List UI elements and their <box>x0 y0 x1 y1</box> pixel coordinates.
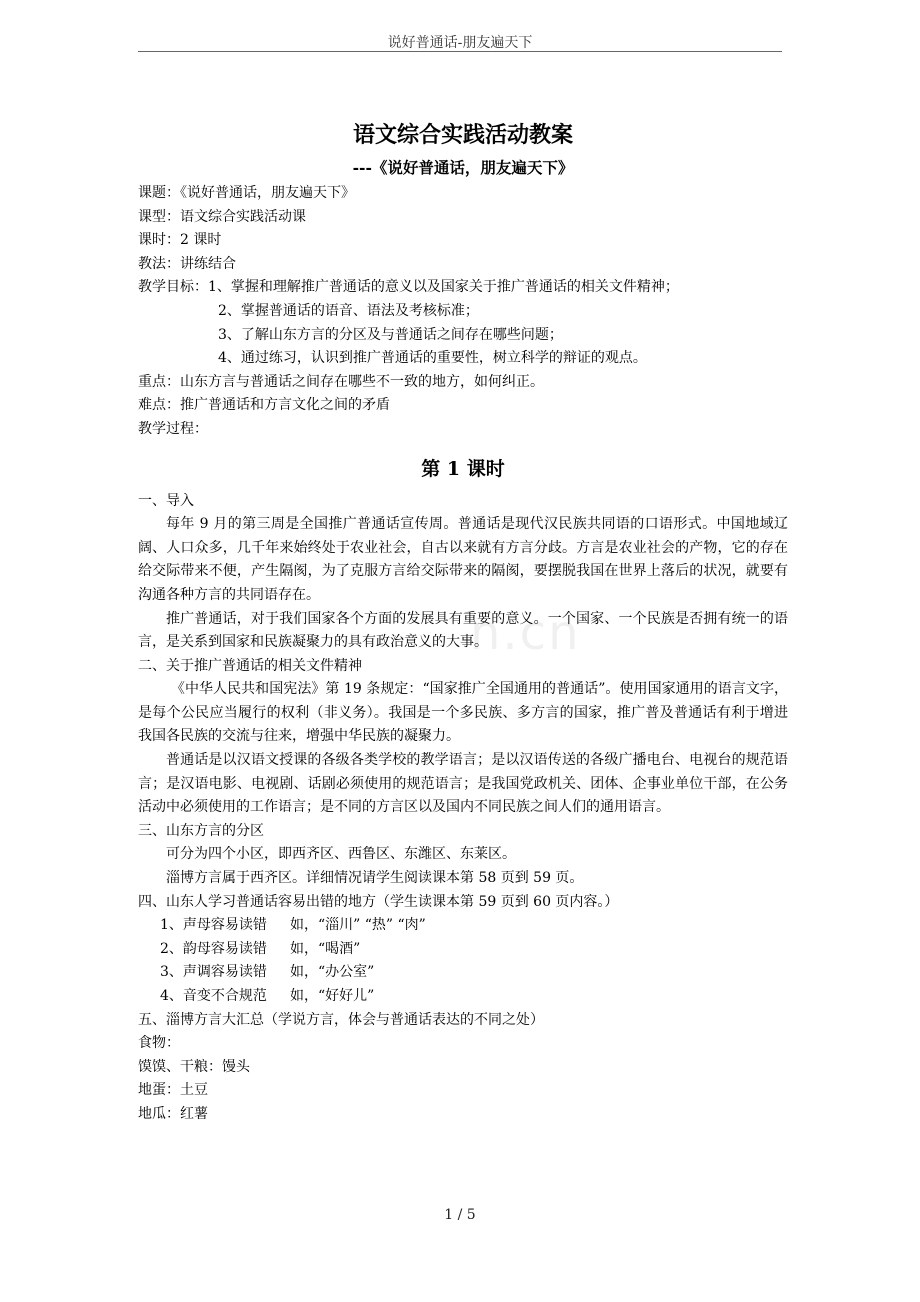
meta-hours: 课时：2 课时 <box>138 232 222 249</box>
goal-4: 4、通过练习，认识到推广普通话的重要性，树立科学的辩证的观点。 <box>218 350 647 367</box>
error-item <box>138 985 788 1009</box>
error-item-label: 2、韵母容易读错 <box>160 940 267 957</box>
error-item-label: 3、声调容易读错 <box>160 964 267 981</box>
food-label: 食物： <box>138 1035 180 1052</box>
difficulty: 难点：推广普通话和方言文化之间的矛盾 <box>138 397 390 414</box>
error-item <box>138 938 788 962</box>
error-item-example: 如，“喝酒” <box>290 940 361 957</box>
section-2-title: 二、关于推广普通话的相关文件精神 <box>138 657 362 674</box>
lesson-heading: 第 1 课时 <box>421 457 505 480</box>
header-rule <box>138 51 782 52</box>
section-2-paragraph-1: 《中华人民共和国宪法》第 19 条规定：“国家推广全国通用的普通话”。使用国家通用的语言文字，是每个公民应当履行的权利（非义务）。我国是一个多民族、多方言的国家，推广普及普通话有利于增进我国各民族的交流与往来，增强中华民族的凝聚力。 <box>138 681 788 745</box>
food-item: 地瓜：红薯 <box>138 1105 208 1122</box>
error-item-example: 如，“好好儿” <box>290 988 375 1004</box>
error-item-label: 4、音变不合规范 <box>160 988 267 1004</box>
error-item-label: 1、声母容易读错 <box>160 917 267 934</box>
section-1-paragraph-2: 推广普通话，对于我们国家各个方面的发展具有重要的意义。一个国家、一个民族是否拥有统一的语言，是关系到国家和民族凝聚力的具有政治意义的大事。 <box>138 610 788 651</box>
food-item: 馍馍、干粮：馒头 <box>138 1058 250 1075</box>
meta-type: 课型：语文综合实践活动课 <box>138 208 306 225</box>
section-3-title: 三、山东方言的分区 <box>138 822 264 839</box>
food-item: 地蛋：土豆 <box>138 1082 208 1099</box>
page-body <box>138 120 788 1127</box>
key-point: 重点：山东方言与普通话之间存在哪些不一致的地方，如何纠正。 <box>138 373 544 390</box>
meta-topic: 课题：《说好普通话，朋友遍天下》 <box>138 185 355 201</box>
page-number: 1 / 5 <box>444 1207 476 1223</box>
section-1-paragraph-1: 每年 9 月的第三周是全国推广普通话宣传周。普通话是现代汉民族共同语的口语形式。中国地域辽阔、人口众多，几千年来始终处于农业社会，自古以来就有方言分歧。方言是农业社会的产物，它的存在给交际带来不便，产生隔阂，为了克服方言给交际带来的隔阂，要摆脱我国在世界上落后的状况，就要有沟通各种方言的共同语存在。 <box>138 516 788 603</box>
section-4-title: 四、山东人学习普通话容易出错的地方（学生读课本第 59 页到 60 页内容。） <box>138 893 619 910</box>
error-item-example: 如，“办公室” <box>290 964 375 981</box>
goal-3: 3、了解山东方言的分区及与普通话之间存在哪些问题； <box>218 326 563 343</box>
process-label: 教学过程： <box>138 420 208 437</box>
meta-method: 教法：讲练结合 <box>138 255 236 272</box>
error-item-example: 如，“淄川” “热” “肉” <box>290 917 426 934</box>
goal-1: 教学目标：1、掌握和理解推广普通话的意义以及国家关于推广普通话的相关文件精神； <box>138 279 679 296</box>
error-item <box>138 961 788 985</box>
section-1-title: 一、导入 <box>138 492 194 509</box>
section-2-paragraph-2: 普通话是以汉语文授课的各级各类学校的教学语言；是以汉语传送的各级广播电台、电视台的规范语言；是汉语电影、电视剧、话剧必须使用的规范语言；是我国党政机关、团体、企事业单位干部，在公务活动中必须使用的工作语言；是不同的方言区以及国内不同民族之间人们的通用语言。 <box>138 752 788 816</box>
document-title: 语文综合实践活动教案 <box>352 122 573 148</box>
section-3-paragraph-2: 淄博方言属于西齐区。详细情况请学生阅读课本第 58 页到 59 页。 <box>166 870 584 887</box>
section-5-title: 五、淄博方言大汇总（学说方言，体会与普通话表达的不同之处） <box>138 1011 544 1028</box>
section-3-paragraph-1: 可分为四个小区，即西齐区、西鲁区、东潍区、东莱区。 <box>166 846 516 863</box>
document-subtitle: ---《说好普通话，朋友遍天下》 <box>352 158 574 177</box>
running-header: 说好普通话-朋友遍天下 <box>387 35 533 51</box>
error-item <box>138 914 788 938</box>
goal-2: 2、掌握普通话的语音、语法及考核标准； <box>218 302 479 319</box>
watermark: n.cn <box>470 605 581 661</box>
